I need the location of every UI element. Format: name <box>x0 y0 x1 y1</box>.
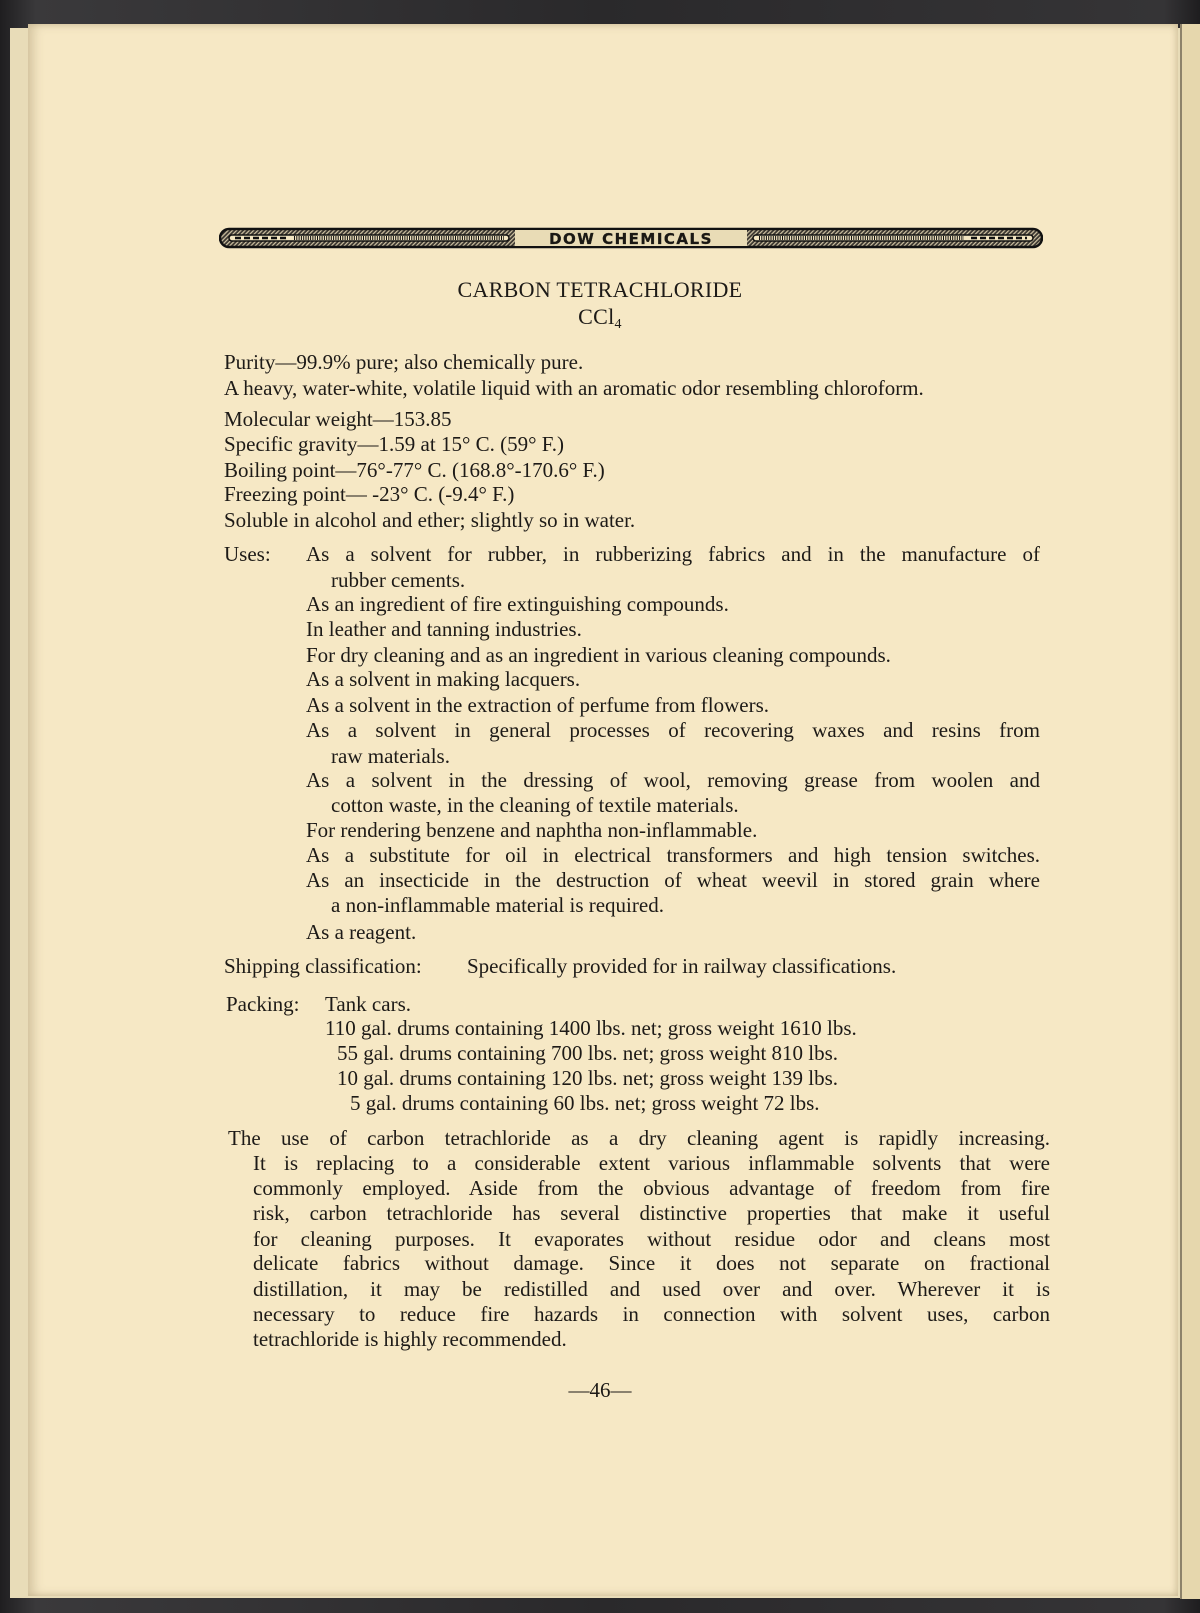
use-line: cotton waste, in the cleaning of textile materials. <box>331 793 739 817</box>
paragraph-line: necessary to reduce fire hazards in connection with solvent uses, carbon <box>253 1302 1050 1326</box>
use-line: As a solvent in general processes of recovering waxes and resins from <box>306 718 1040 742</box>
page-title: CARBON TETRACHLORIDE <box>457 277 743 302</box>
packing-item: 110 gal. drums containing 1400 lbs. net; gross weight 1610 lbs. <box>325 1016 857 1040</box>
packing-item: 55 gal. drums containing 700 lbs. net; gross weight 810 lbs. <box>337 1041 839 1065</box>
use-line: As an insecticide in the destruction of wheat weevil in stored grain where <box>306 868 1040 892</box>
use-line: As a solvent in the extraction of perfume from flowers. <box>306 693 770 717</box>
use-line: a non-inflammable material is required. <box>331 893 664 917</box>
chemical-formula <box>0 305 1200 337</box>
property-molecular-weight: Molecular weight—153.85 <box>224 407 452 431</box>
banner-text: DOW CHEMICALS <box>549 230 713 248</box>
property-solubility: Soluble in alcohol and ether; slightly so in water. <box>224 508 636 532</box>
facing-page-edge <box>1180 24 1200 1599</box>
packing-item: 5 gal. drums containing 60 lbs. net; gross weight 72 lbs. <box>350 1091 820 1115</box>
use-line: In leather and tanning industries. <box>306 617 582 641</box>
use-line: As a solvent in the dressing of wool, removing grease from woolen and <box>306 768 1040 792</box>
use-line: As a solvent in making lacquers. <box>306 667 581 691</box>
use-line: As a reagent. <box>306 920 417 944</box>
use-line: As an ingredient of fire extinguishing compounds. <box>306 592 729 616</box>
paragraph-line: risk, carbon tetrachloride has several distinctive properties that make it useful <box>253 1201 1050 1225</box>
use-line: rubber cements. <box>331 568 466 592</box>
property-description: A heavy, water-white, volatile liquid with an aromatic odor resembling chloroform. <box>224 376 924 400</box>
paragraph-line: delicate fabrics without damage. Since it does not separate on fractional <box>253 1251 1050 1275</box>
shipping-label: Shipping classification: <box>224 954 422 978</box>
use-line: raw materials. <box>331 744 450 768</box>
paragraph-line: commonly employed. Aside from the obvious advantage of freedom from fire <box>253 1176 1050 1200</box>
paragraph-line: distillation, it may be redistilled and used over and over. Wherever it is <box>253 1277 1050 1301</box>
paragraph-line: It is replacing to a considerable extent various inflammable solvents that were <box>253 1151 1050 1175</box>
use-line: As a solvent for rubber, in rubberizing fabrics and in the manufacture of <box>306 542 1040 566</box>
use-line: For rendering benzene and naphtha non-inflammable. <box>306 818 758 842</box>
property-boiling-point: Boiling point—76°-77° C. (168.8°-170.6° F.) <box>224 458 605 482</box>
use-line: For dry cleaning and as an ingredient in various cleaning compounds. <box>306 643 891 667</box>
formula-subscript: 4 <box>614 317 622 332</box>
formula-base: CCl <box>578 304 615 329</box>
dow-chemicals-banner <box>219 226 1043 250</box>
packing-item: 10 gal. drums containing 120 lbs. net; gross weight 139 lbs. <box>337 1066 839 1090</box>
packing-label: Packing: <box>226 992 300 1016</box>
use-line: As a substitute for oil in electrical transformers and high tension switches. <box>306 843 1040 867</box>
uses-label: Uses: <box>224 542 271 566</box>
property-freezing-point: Freezing point— -23° C. (-9.4° F.) <box>224 482 515 506</box>
shipping-text: Specifically provided for in railway classifications. <box>467 954 897 978</box>
paragraph-line: tetrachloride is highly recommended. <box>253 1327 567 1351</box>
paragraph-line: The use of carbon tetrachloride as a dry cleaning agent is rapidly increasing. <box>228 1126 1050 1150</box>
packing-item: Tank cars. <box>325 992 411 1016</box>
property-purity: Purity—99.9% pure; also chemically pure. <box>224 350 584 374</box>
page-number: —46— <box>568 1378 632 1402</box>
property-specific-gravity: Specific gravity—1.59 at 15° C. (59° F.) <box>224 432 564 456</box>
paragraph-line: for cleaning purposes. It evaporates without residue odor and cleans most <box>253 1227 1050 1251</box>
